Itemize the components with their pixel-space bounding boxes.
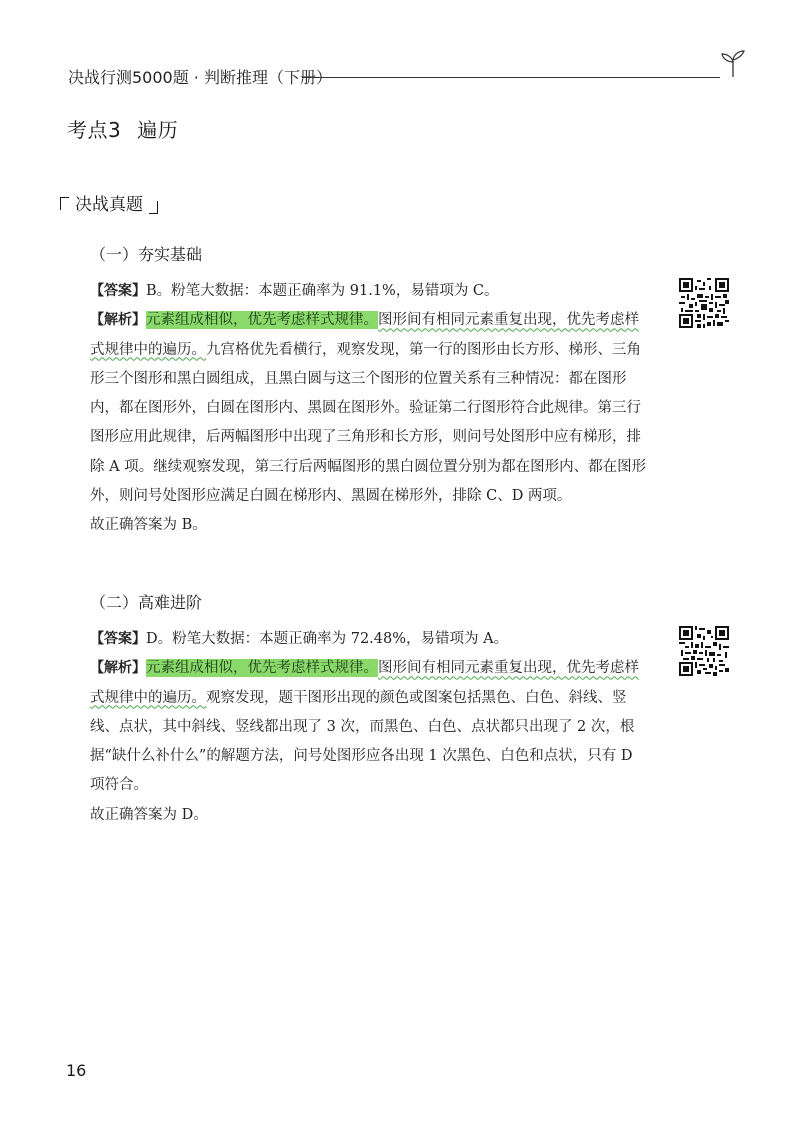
conclusion-line: 故正确答案为 B。	[90, 517, 207, 534]
section-name: 遍历	[137, 118, 179, 142]
qr-code-icon[interactable]	[679, 626, 729, 676]
answer-line	[90, 277, 650, 306]
bracket-heading-label: 决战真题	[75, 195, 143, 215]
highlighted-text: 元素组成相似，优先考虑样式规律。	[146, 660, 378, 677]
wavy-underlined-text: 图形间有相同元素重复出现，优先考虑样式规律中的遍历。	[90, 312, 639, 358]
analysis-body: 九宫格优先看横行，观察发现，第一行的图形由长方形、梯形、三角形三个图形和黑白圆组成，且黑白圆与这三个图形的位置关系有三种情况：都在图形内，都在图形外，白圆在图形内、黑圆在图形外。验证第二行图形符合此规律。第三行图形应用此规律，后两幅图形中出现了三角形和长方形，则问号处图形中应有梯形，排除 A 项。继续观察发现，第三行后两幅图形的黑白圆位置分别为都在图形内、都在图形外，则问号处图形应满足白圆在梯形内、黑圆在梯形外，排除 C、D 两项。	[90, 341, 647, 505]
analysis-tag: 【解析】	[90, 312, 146, 329]
analysis-tag: 【解析】	[90, 660, 146, 677]
conclusion-line: 故正确答案为 D。	[90, 806, 208, 823]
wavy-underlined-text: 图形间有相同元素重复出现，优先考虑样式规律中的遍历。	[90, 660, 639, 706]
qr-code-icon[interactable]	[679, 278, 729, 328]
bracket-open-icon	[60, 197, 69, 210]
bracket-close-icon	[149, 201, 158, 214]
answer-tag: 【答案】	[90, 283, 146, 299]
answer-text: B。粉笔大数据：本题正确率为 91.1%，易错项为 C。	[146, 283, 499, 299]
section-number: 考点3	[67, 118, 122, 142]
answer-line	[90, 625, 650, 654]
analysis-paragraph	[90, 306, 650, 511]
section-title	[67, 114, 178, 143]
book-title: 决战行测5000题 · 判断推理（下册）	[68, 68, 332, 87]
answer-text: D。粉笔大数据：本题正确率为 72.48%，易错项为 A。	[146, 631, 509, 647]
page-number: 16	[66, 1061, 87, 1080]
analysis-body: 观察发现，题干图形出现的颜色或图案包括黑色、白色、斜线、竖线、点状，其中斜线、竖线都出现了 3 次，而黑色、白色、点状都只出现了 2 次，根据“缺什么补什么”的解题方法，问号处图形应各出现 1 次黑色、白色和点状，只有 D 项符合。	[90, 689, 635, 794]
part-2-title: （二）高难进阶	[90, 593, 203, 612]
running-header	[68, 63, 732, 93]
answer-tag: 【答案】	[90, 631, 146, 647]
header-rule	[302, 77, 720, 78]
part-1-content	[90, 277, 650, 541]
bracket-heading	[60, 190, 158, 215]
highlighted-text: 元素组成相似，优先考虑样式规律。	[146, 312, 378, 329]
part-2-content	[90, 625, 650, 830]
part-1-title: （一）夯实基础	[90, 245, 203, 264]
sprout-icon	[718, 49, 748, 79]
analysis-paragraph	[90, 654, 650, 800]
